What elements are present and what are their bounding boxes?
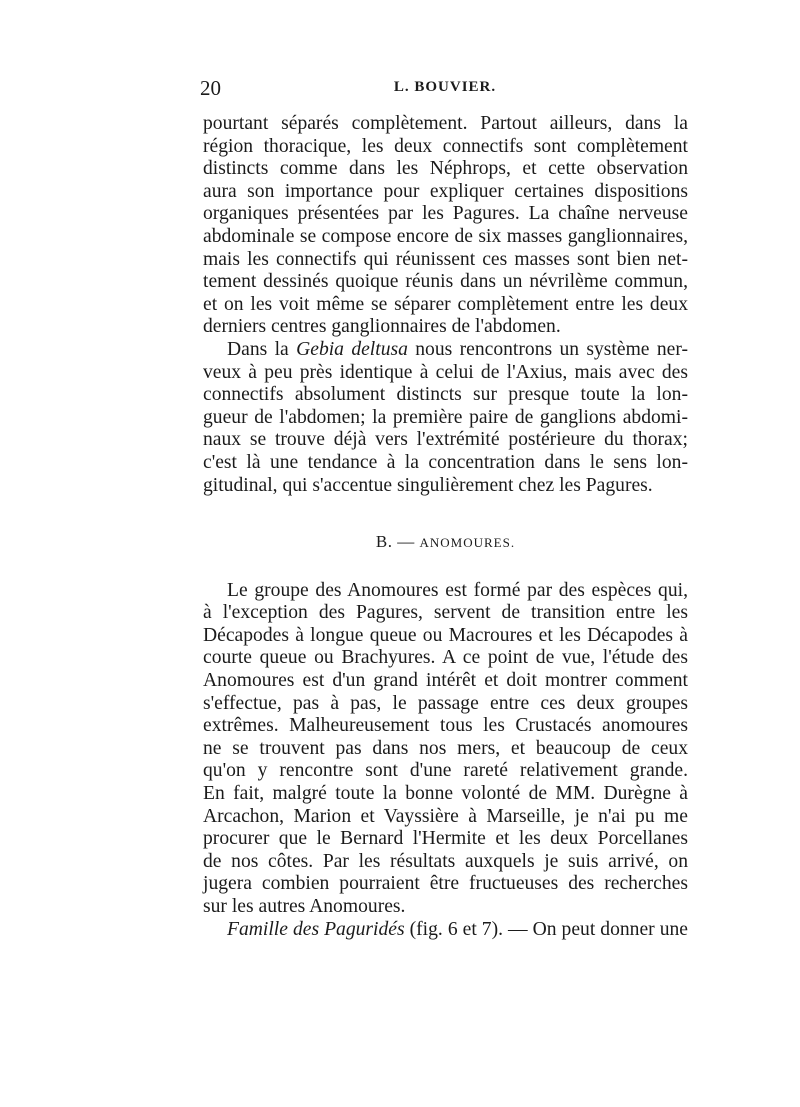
- text-line: c'est là une tendance à la concentration dans le sens lon-: [203, 451, 688, 473]
- text-run: (fig. 6 et 7). — On peut donner une: [404, 918, 688, 940]
- text-line: sur les autres Anomoures.: [203, 896, 406, 917]
- paragraph-1: [203, 113, 688, 339]
- text-line: pourtant séparés complètement. Partout ailleurs, dans la: [203, 113, 688, 134]
- running-head: L. BOUVIER.: [393, 79, 497, 95]
- text-line: Anomoures est d'un grand intérêt et doit montrer comment: [203, 670, 688, 692]
- text-line: connectifs absolument distincts sur presque toute la lon-: [203, 384, 688, 406]
- text-line: extrêmes. Malheureusement tous les Crustacés anomoures: [203, 715, 688, 737]
- text-line: distincts comme dans les Néphrops, et cette observation: [203, 158, 688, 180]
- section-prefix: B. —: [375, 532, 420, 552]
- text-line: aura son importance pour expliquer certaines dispositions: [203, 180, 688, 202]
- text-line: à l'exception des Pagures, servent de transition entre les: [203, 602, 688, 624]
- text-line: s'effectue, pas à pas, le passage entre ces deux groupes: [203, 692, 688, 714]
- text-line: procurer que le Bernard l'Hermite et les deux Porcellanes: [203, 828, 688, 850]
- text-line: et on les voit même se séparer complètement entre les deux: [203, 293, 688, 315]
- paragraph-2: [203, 339, 688, 497]
- text-line: [203, 919, 688, 942]
- text-line: abdominale se compose encore de six masses ganglionnaires,: [203, 225, 688, 247]
- text-line: jugera combien pourraient être fructueuses des recherches: [203, 873, 688, 895]
- section-title: ANOMOURES.: [419, 535, 516, 551]
- text-line: derniers centres ganglionnaires de l'abdomen.: [203, 316, 561, 338]
- text-line: Décapodes à longue queue ou Macroures et les Décapodes à: [203, 624, 688, 646]
- text-line: de nos côtes. Par les résultats auxquels je suis arrivé, on: [203, 850, 688, 872]
- section-heading: [203, 531, 688, 555]
- text-line: veux à peu près identique à celui de l'Axius, mais avec des: [203, 361, 688, 383]
- text-line: qu'on y rencontre sont d'une rareté relativement grande.: [203, 760, 688, 782]
- text-line: En fait, malgré toute la bonne volonté de MM. Durègne à: [203, 783, 688, 805]
- text-line: organiques présentées par les Pagures. La chaîne nerveuse: [203, 203, 688, 225]
- family-name: Famille des Paguridés: [227, 918, 405, 940]
- paragraph-4: [203, 919, 688, 942]
- text-line: courte queue ou Brachyures. A ce point de vue, l'étude des: [203, 647, 688, 669]
- page-number: 20: [200, 76, 221, 100]
- text-line: mais les connectifs qui réunissent ces masses sont bien net-: [203, 248, 688, 270]
- text-run: Dans la: [227, 338, 297, 360]
- text-run: nous rencontrons un système ner-: [407, 338, 688, 360]
- text-line: tement dessinés quoique réunis dans un névrilème commun,: [203, 271, 688, 293]
- text-line: [203, 339, 688, 362]
- text-line: Le groupe des Anomoures est formé par des espèces qui,: [227, 579, 688, 601]
- text-line: gitudinal, qui s'accentue singulièrement chez les Pagures.: [203, 474, 653, 496]
- text-line: région thoracique, les deux connectifs sont complètement: [203, 135, 688, 157]
- text-line: Arcachon, Marion et Vayssière à Marseille, je n'ai pu me: [203, 805, 688, 827]
- text-line: ne se trouvent pas dans nos mers, et beaucoup de ceux: [203, 737, 688, 759]
- paragraph-3: [203, 580, 688, 919]
- text-line: naux se trouve déjà vers l'extrémité postérieure du thorax;: [203, 429, 688, 451]
- body-text: [203, 113, 688, 941]
- page-header: [200, 76, 690, 102]
- species-name: Gebia deltusa: [296, 338, 408, 360]
- text-line: gueur de l'abdomen; la première paire de ganglions abdomi-: [203, 406, 688, 428]
